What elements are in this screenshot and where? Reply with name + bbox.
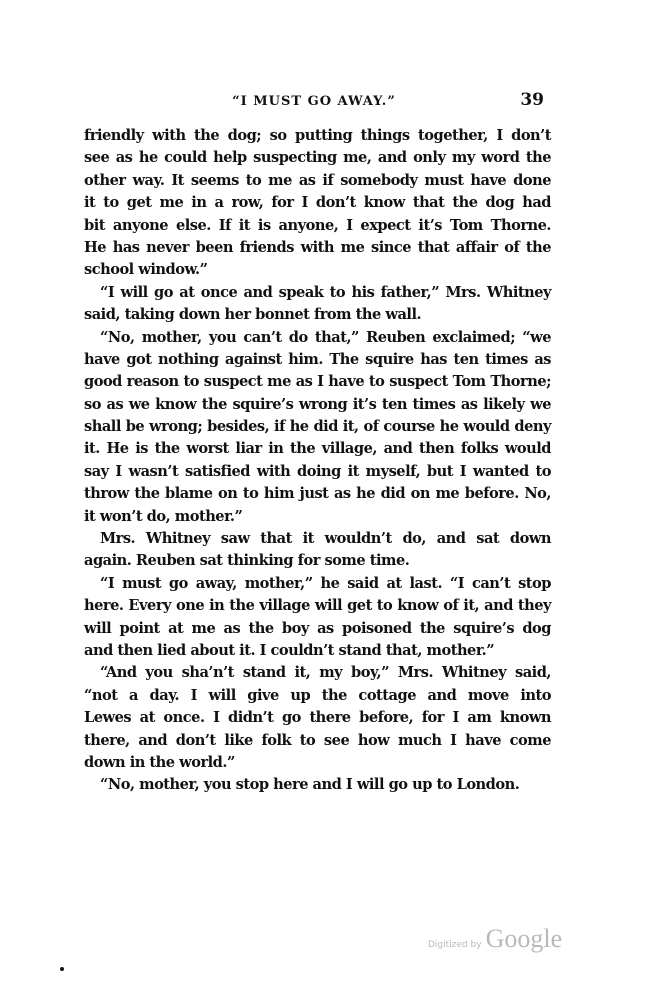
body-text <box>84 125 551 797</box>
text-line: “And you sha’n’t stand it, my boy,” Mrs. Whitney said, <box>100 664 551 682</box>
ink-speck <box>60 967 64 971</box>
text-line: shall be wrong; besides, if he did it, of course he would deny <box>84 418 551 436</box>
text-line: “No, mother, you can’t do that,” Reuben exclaimed; “we <box>100 328 551 346</box>
text-line: so as we know the squire’s wrong it’s ten times as likely we <box>84 395 551 413</box>
text-line: school window.” <box>84 261 208 279</box>
watermark-brand: Google <box>485 924 563 953</box>
text-line: see as he could help suspecting me, and only my word the <box>84 149 551 167</box>
text-line: He has never been friends with me since that affair of the <box>84 238 551 256</box>
text-line: say I wasn’t satisfied with doing it myself, but I wanted to <box>84 462 551 480</box>
text-line: “I will go at once and speak to his father,” Mrs. Whitney <box>100 283 551 301</box>
text-line: other way. It seems to me as if somebody must have done <box>84 171 551 189</box>
text-line: again. Reuben sat thinking for some time. <box>84 552 410 570</box>
page-number: 39 <box>520 90 544 110</box>
google-watermark <box>428 924 562 960</box>
text-line: it to get me in a row, for I don’t know that the dog had <box>84 194 551 212</box>
text-line: and then lied about it. I couldn’t stand that, mother.” <box>84 641 495 659</box>
text-line: it won’t do, mother.” <box>84 507 243 525</box>
watermark-prefix: Digitized by <box>428 940 482 950</box>
text-line: there, and don’t like folk to see how much I have come <box>84 731 551 749</box>
text-line: here. Every one in the village will get to know of it, and they <box>84 597 551 615</box>
running-title: “I MUST GO AWAY.” <box>232 94 396 109</box>
text-line: have got nothing against him. The squire has ten times as <box>84 350 551 368</box>
text-line: Mrs. Whitney saw that it wouldn’t do, and sat down <box>100 530 551 548</box>
text-line: “not a day. I will give up the cottage and move into <box>84 686 551 704</box>
text-line: “No, mother, you stop here and I will go up to London. <box>100 776 520 794</box>
text-line: said, taking down her bonnet from the wall. <box>84 306 422 324</box>
text-line: it. He is the worst liar in the village, and then folks would <box>84 440 551 458</box>
text-line: good reason to suspect me as I have to suspect Tom Thorne; <box>84 373 551 391</box>
text-line: bit anyone else. If it is anyone, I expect it’s Tom Thorne. <box>84 216 551 234</box>
text-line: friendly with the dog; so putting things together, I don’t <box>84 127 551 144</box>
text-line: will point at me as the boy as poisoned the squire’s dog <box>84 619 551 637</box>
text-line: throw the blame on to him just as he did on me before. No, <box>84 485 551 503</box>
text-line: Lewes at once. I didn’t go there before, for I am known <box>84 709 551 727</box>
text-line: “I must go away, mother,” he said at last. “I can’t stop <box>100 574 551 592</box>
running-head <box>84 90 544 114</box>
text-line: down in the world.” <box>84 753 235 771</box>
